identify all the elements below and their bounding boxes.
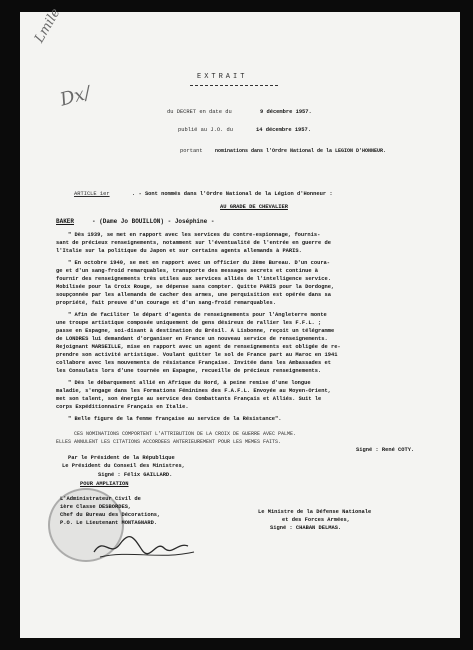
citation-line: " Dès 1939, se met en rapport avec les services du contre-espionnage, fournis- (68, 232, 321, 238)
citation-line: " Afin de faciliter le départ d'agents de renseignements pour l'Angleterre monte (68, 312, 327, 318)
subject-prefix: portant (180, 148, 203, 154)
citation-line: collabore avec les mouvements de résistance Française. Invitée dans les Ambassades et (56, 360, 331, 366)
citation-line: corps Expéditionnaire Français en Italie. (56, 404, 189, 410)
citation-line: sant de précieux renseignements, notamment sur l'éventualité de l'entrée en guerre de (56, 240, 331, 246)
closing-line-1: CES NOMINATIONS COMPORTENT L'ATTRIBUTION DE LA CROIX DE GUERRE AVEC PALME. (74, 431, 297, 437)
citation-line: l'Italie sur la politique du Japon et sur certains agents allemands à PARIS. (56, 248, 302, 254)
signed-gaillard: Signé : Félix GAILLARD. (98, 472, 173, 478)
by-president: Par le Président de la République (68, 455, 175, 461)
signed-coty: Signé : René COTY. (356, 447, 415, 453)
admin-line-4: P.O. Le Lieutenant MONTAGNARD. (60, 520, 158, 526)
citation-line: prendre son activité artistique. Voulant quitter le sol de France part au Maroc en 1941 (56, 352, 338, 358)
closing-line-2: ELLES ANNULENT LES CITATIONS ACCORDEES ANTERIEUREMENT POUR LES MEMES FAITS. (56, 439, 282, 445)
citation-line: met son talent, son énergie au service des Combattants Français et Alliés. Suit le (56, 396, 322, 402)
minister-line-2: et des Forces Armées, (282, 517, 350, 523)
citation-line: passe en Espagne, soi-disant à destination du Brésil. A Lisbonne, reçoit un télégramme (56, 328, 335, 334)
citation-line: une troupe artistique composée uniquement de gens désireux de rallier les F.F.L. ; (56, 320, 322, 326)
ampliation-label: POUR AMPLIATION (80, 481, 129, 487)
citation-line: maladie, s'engage dans les Formations Féminines des F.A.F.L. Envoyée au Moyen-Orient, (56, 388, 331, 394)
citation-line: Mobilisée pour la Croix Rouge, se dépense sans compter. Quitte PARIS pour la Dordogne, (56, 284, 335, 290)
citation-line: Rejoignant MARSEILLE, mise en rapport avec un agent de renseignements est obligée de re- (56, 344, 341, 350)
document-page (20, 5, 460, 638)
citation-line: " Dès le débarquement allié en Afrique du Nord, à peine remise d'une longue (68, 380, 311, 386)
citation-line: soupçonnée par les allemands de cacher des armes, une perquisition est opérée dans sa (56, 292, 331, 298)
subject-text: nominations dans l'Ordre National de la LEGION D'HONNEUR. (215, 148, 387, 154)
decree-date: 9 décembre 1957. (260, 109, 312, 115)
citation-line: de LONDRES lui demandant d'organiser en France un nouveau service de renseignements. (56, 336, 328, 342)
handwritten-margin-note: Lmile (32, 5, 64, 46)
minister-line-1: Le Ministre de la Défense Nationale (258, 509, 372, 515)
publish-date: 14 décembre 1957. (256, 127, 311, 133)
minister-line-3: Signé : CHABAN DELMAS. (270, 525, 342, 531)
publish-prefix: publié au J.O. du (178, 127, 233, 133)
article-grade: AU GRADE DE CHEVALIER (220, 204, 288, 210)
admin-line-3: Chef du Bureau des Décorations, (60, 512, 161, 518)
extract-title: EXTRAIT (197, 73, 248, 81)
citation-line: les Consulats lors d'une tournée en Espagne, recueille de précieux renseignements. (56, 368, 322, 374)
article-text: . - Sont nommés dans l'Ordre National de la Légion d'Honneur : (132, 191, 333, 197)
handwritten-margin-mark: Dx/ (57, 82, 93, 111)
title-underline (190, 85, 278, 86)
citation-line: " En octobre 1940, se met en rapport avec un officier du 2ème Bureau. D'un coura- (68, 260, 331, 266)
citation-line: " Belle figure de la femme française au service de la Résistance". (68, 416, 282, 422)
citation-line: ge et d'un sang-froid remarquables, transporte des messages secrets et continue à (56, 268, 319, 274)
admin-line-2: 1ère Classe DESBORDES, (60, 504, 132, 510)
nominee-alias: - (Dame Jo BOUILLON) - Joséphine - (92, 218, 215, 225)
nominee-name: BAKER (56, 218, 75, 225)
article-label: ARTICLE 1er (74, 191, 110, 197)
decree-prefix: du DECRET en date du (167, 109, 232, 115)
handwritten-signature (90, 532, 200, 562)
council-title: Le Président du Conseil des Ministres, (62, 463, 185, 469)
citation-line: fournir des renseignements très utiles aux services alliés de l'intelligence service. (56, 276, 331, 282)
citation-line: propriété, fait preuve d'un courage et d'un sang-froid remarquables. (56, 300, 276, 306)
admin-line-1: L'Administrateur Civil de (60, 496, 141, 502)
